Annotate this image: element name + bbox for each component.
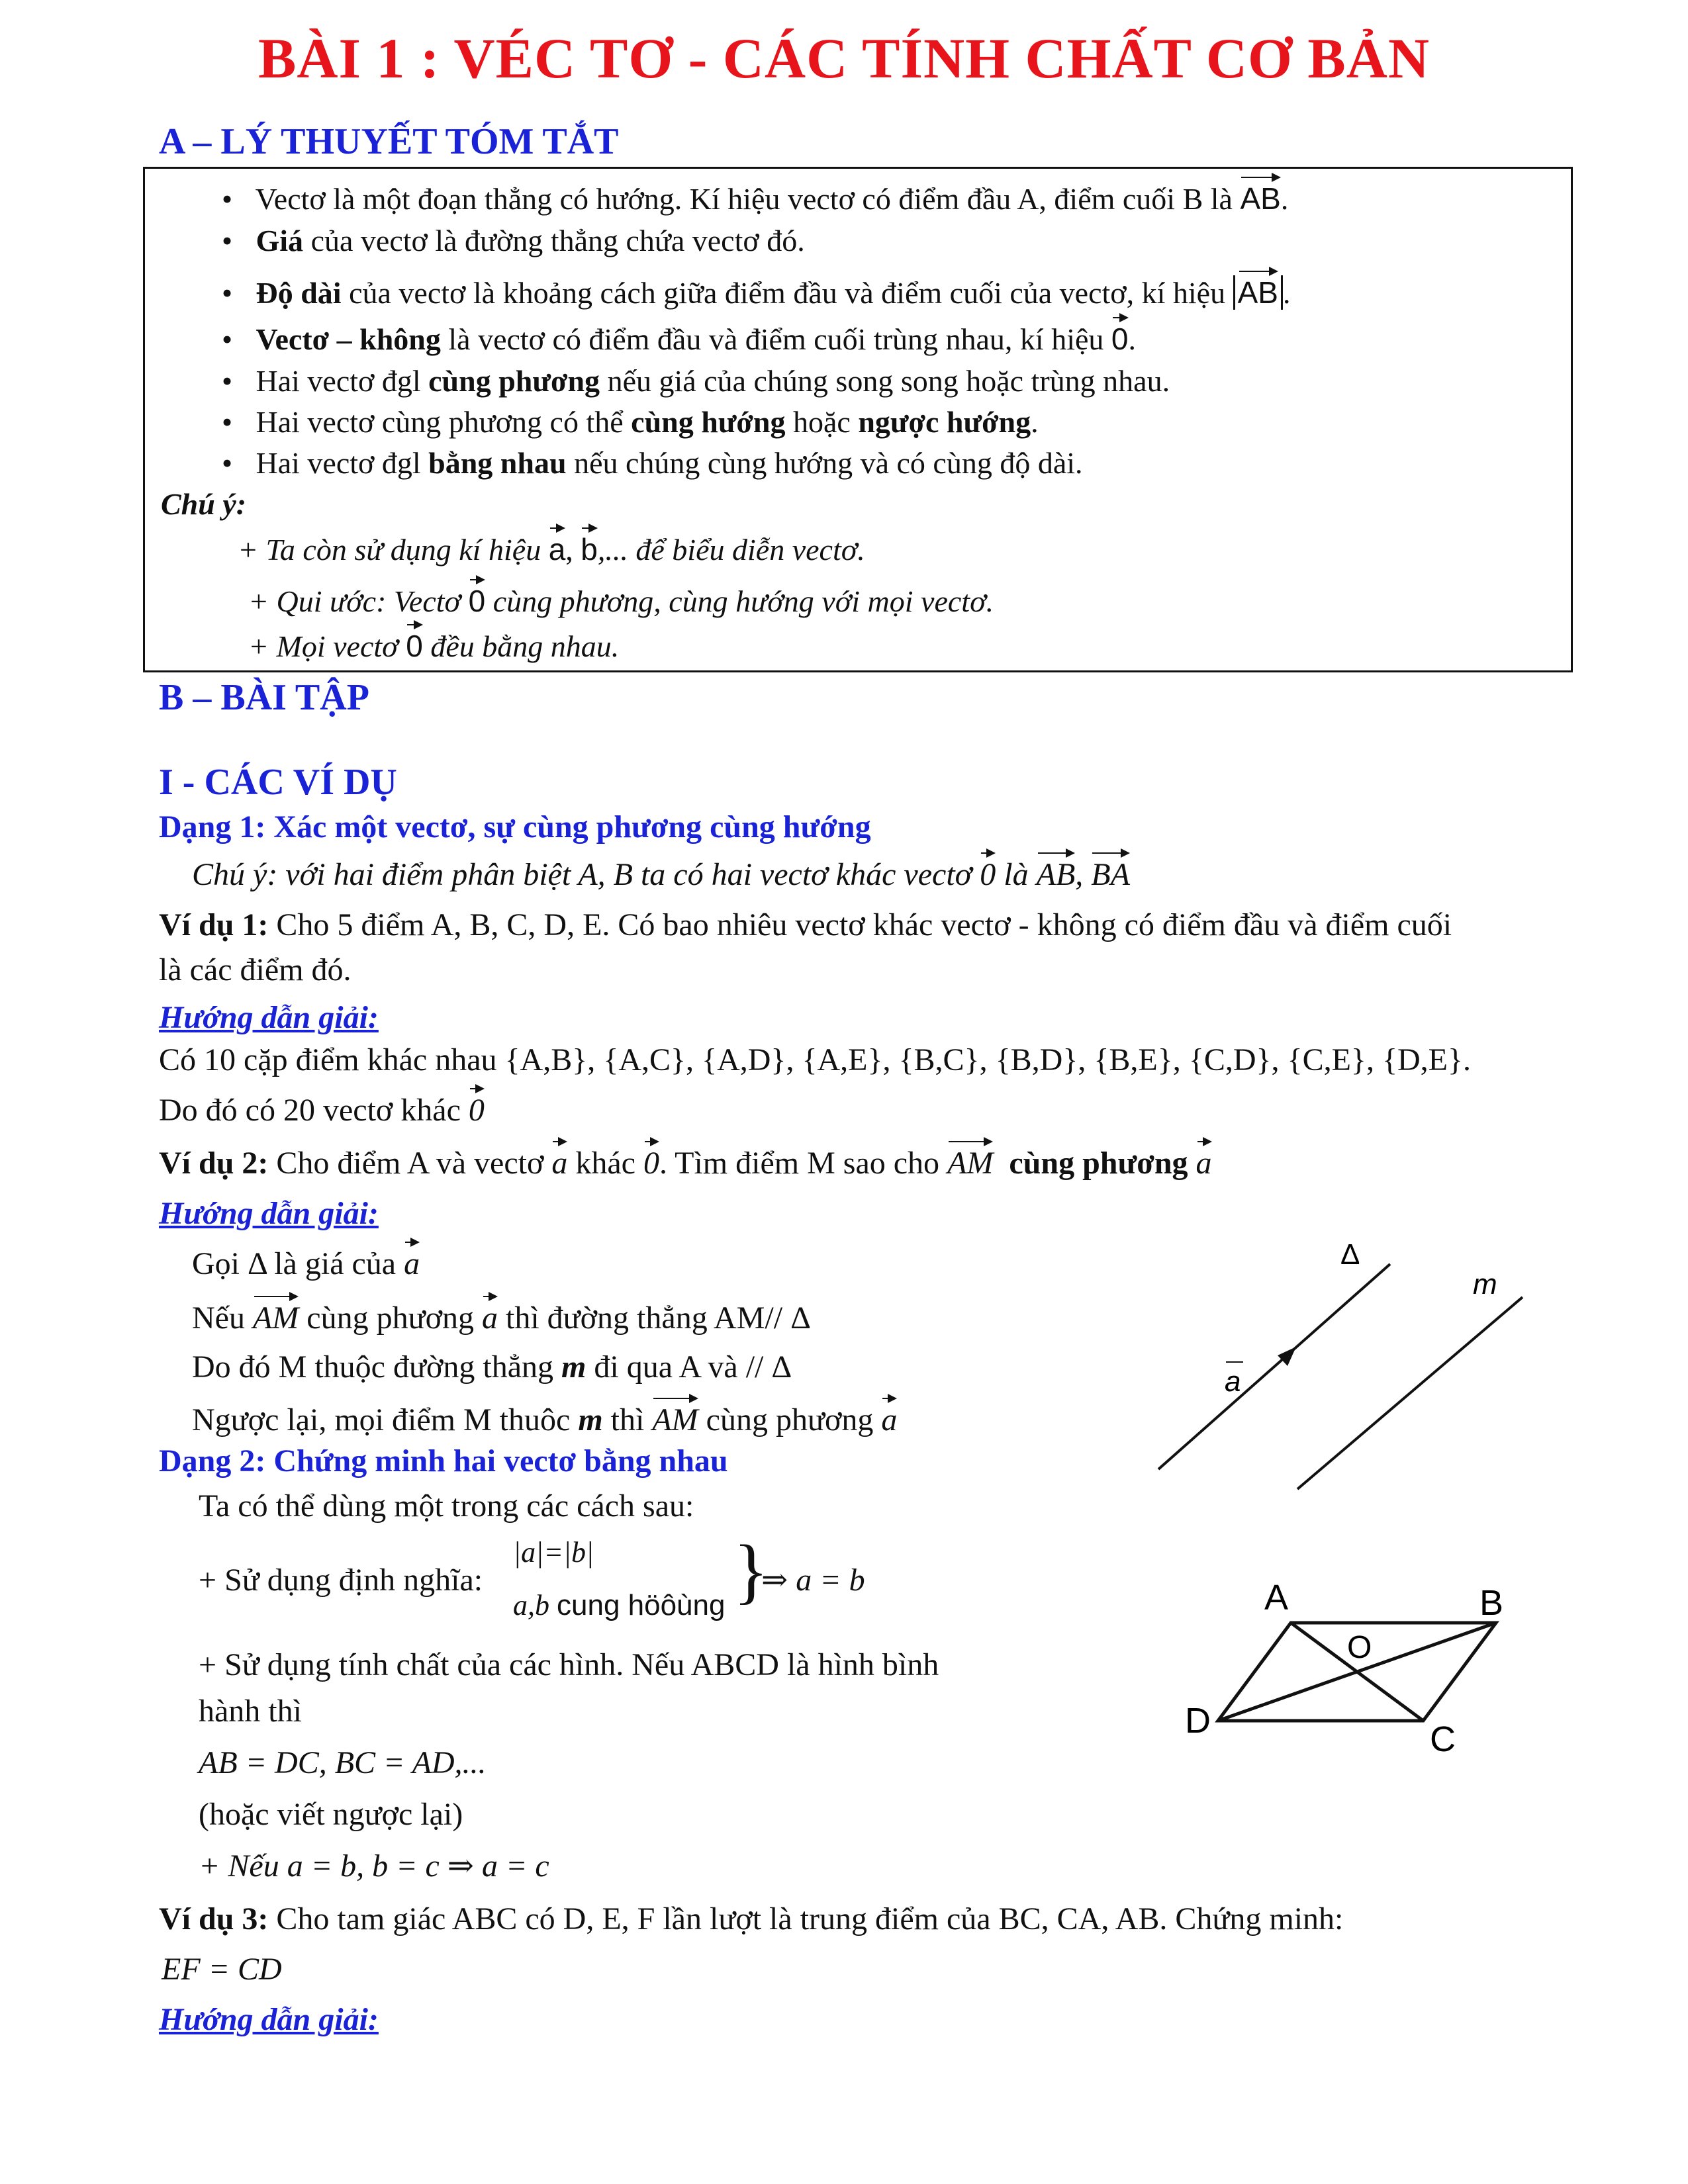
dang2-cond-1: |a|=|b| xyxy=(513,1536,594,1569)
vd2-guide-link[interactable]: Hướng dẫn giải: xyxy=(159,1196,379,1231)
vd3-guide-link[interactable]: Hướng dẫn giải: xyxy=(159,2002,379,2037)
section-a-heading: A – LÝ THUYẾT TÓM TẮT xyxy=(159,121,619,162)
dang2-property-3: AB = DC, BC = AD,... xyxy=(199,1745,487,1780)
dang1-heading: Dạng 1: Xác một vectơ, sự cùng phương cùng hướng xyxy=(159,809,871,844)
section-i-heading: I - CÁC VÍ DỤ xyxy=(159,762,397,803)
note-line-2: + Qui ước: Vectơ 0 cùng phương, cùng hướng với mọi vectơ. xyxy=(248,584,994,619)
vertex-b-label: B xyxy=(1479,1583,1504,1623)
dang2-property-2: hành thì xyxy=(199,1694,302,1729)
theory-line-1: • Vectơ là một đoạn thẳng có hướng. Kí hiệu vectơ có điểm đầu A, điểm cuối B là AB. xyxy=(222,182,1288,216)
vertex-a-label: A xyxy=(1264,1578,1289,1617)
a-label: a xyxy=(1225,1365,1241,1398)
section-b-heading: B – BÀI TẬP xyxy=(159,677,369,718)
note-line-3: + Mọi vectơ 0 đều bằng nhau. xyxy=(248,629,619,664)
vd2-step-2: Nếu AM cùng phương a thì đường thẳng AM// Δ xyxy=(192,1301,811,1336)
vd3-equation: EF = CD xyxy=(162,1952,282,1987)
page-title: BÀI 1 : VÉC TƠ - CÁC TÍNH CHẤT CƠ BẢN xyxy=(258,26,1430,90)
theory-line-2: • Giá của vectơ là đường thẳng chứa vectơ đó. xyxy=(222,224,805,258)
m-line xyxy=(1297,1297,1523,1489)
vd1-text-1: Ví dụ 1: Cho 5 điểm A, B, C, D, E. Có bao nhiêu vectơ khác vectơ - không có điểm đầu và điểm cuối xyxy=(159,907,1452,942)
vd2-text: Ví dụ 2: Cho điểm A và vectơ a khác 0. Tìm điểm M sao cho AM cùng phương a xyxy=(159,1146,1212,1181)
dang2-cond-2: a,b cung höôùng xyxy=(513,1589,726,1621)
vd1-text-2: là các điểm đó. xyxy=(159,952,352,987)
vertex-c-label: C xyxy=(1430,1719,1456,1759)
center-o-label: O xyxy=(1347,1630,1372,1665)
m-label: m xyxy=(1473,1268,1497,1300)
theory-line-4: • Vectơ – không là vectơ có điểm đầu và điểm cuối trùng nhau, kí hiệu 0. xyxy=(222,322,1136,357)
parallel-lines-figure xyxy=(1139,1231,1562,1522)
vd1-guide-link[interactable]: Hướng dẫn giải: xyxy=(159,1000,379,1035)
vd2-step-3: Do đó M thuộc đường thẳng m đi qua A và // Δ xyxy=(192,1349,792,1385)
vd1-solution-2: Do đó có 20 vectơ khác 0 xyxy=(159,1093,485,1128)
dang2-definition-label: + Sử dụng định nghĩa: xyxy=(199,1563,483,1598)
theory-line-3: • Độ dài của vectơ là khoảng cách giữa điểm đầu và điểm cuối của vectơ, kí hiệu AB . xyxy=(222,276,1290,310)
right-brace: } xyxy=(733,1530,769,1611)
vd1-solution-1: Có 10 cặp điểm khác nhau {A,B}, {A,C}, {A,D}, {A,E}, {B,C}, {B,D}, {B,E}, {C,D}, {C,E}, {D,E}. xyxy=(159,1042,1472,1077)
theory-line-7: • Hai vectơ đgl bằng nhau nếu chúng cùng hướng và có cùng độ dài. xyxy=(222,447,1083,480)
vd2-step-1: Gọi Δ là giá của a xyxy=(192,1247,420,1282)
dang1-note: Chú ý: với hai điểm phân biệt A, B ta có hai vectơ khác vectơ 0 là AB, BA xyxy=(192,858,1130,893)
parallelogram-figure xyxy=(1178,1575,1523,1767)
dang2-intro: Ta có thể dùng một trong các cách sau: xyxy=(199,1488,694,1524)
dang2-conclusion: ⇒ a = b xyxy=(761,1563,865,1598)
dang2-property-1: + Sử dụng tính chất của các hình. Nếu ABCD là hình bình xyxy=(199,1647,939,1682)
dang2-transitive: + Nếu a = b, b = c ⇒ a = c xyxy=(199,1848,549,1884)
dang2-heading: Dạng 2: Chứng minh hai vectơ bằng nhau xyxy=(159,1443,728,1479)
vd2-step-4: Ngược lại, mọi điểm M thuôc m thì AM cùng phương a xyxy=(192,1403,897,1438)
theory-box xyxy=(143,167,1573,672)
vertex-d-label: D xyxy=(1185,1701,1211,1741)
delta-label: Δ xyxy=(1340,1238,1360,1271)
vector-a-arrowhead xyxy=(1278,1347,1296,1366)
note-line-1: + Ta còn sử dụng kí hiệu a, b,... để biểu diễn vectơ. xyxy=(238,533,865,567)
note-label: Chú ý: xyxy=(161,487,247,521)
vd3-text: Ví dụ 3: Cho tam giác ABC có D, E, F lần lượt là trung điểm của BC, CA, AB. Chứng minh: xyxy=(159,1901,1344,1936)
theory-line-5: • Hai vectơ đgl cùng phương nếu giá của chúng song song hoặc trùng nhau. xyxy=(222,365,1170,398)
dang2-property-4: (hoặc viết ngược lại) xyxy=(199,1797,463,1832)
theory-line-6: • Hai vectơ cùng phương có thể cùng hướng hoặc ngược hướng. xyxy=(222,406,1039,439)
